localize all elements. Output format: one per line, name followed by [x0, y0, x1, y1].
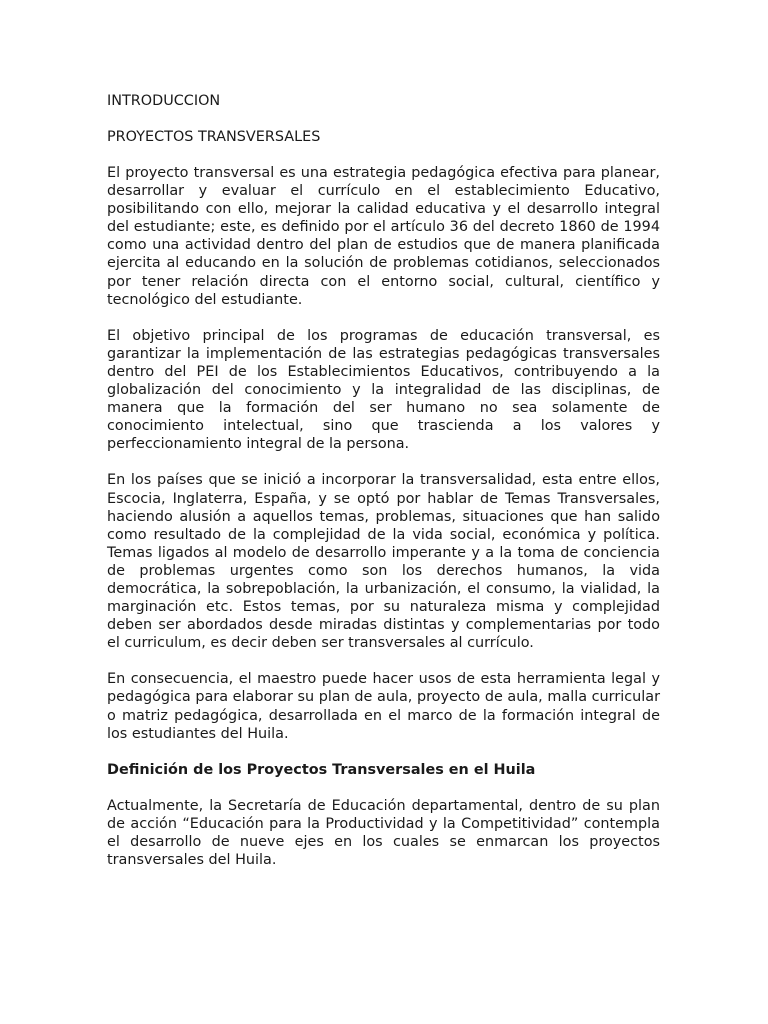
- paragraph-1: El proyecto transversal es una estrategia pedagógica efectiva para planear, desarrollar y evaluar el currículo en el establecimiento Educativo, posibilitando con ello, mejorar la calidad educativa y el desarrollo integral del estudiante; este, es definido por el artículo 36 del decreto 1860 de 1994 como una actividad dentro del plan de estudios que de manera planificada ejercita al educando en la solución de problemas cotidianos, seleccionados por tener relación directa con el entorno social, cultural, científico y tecnológico del estudiante.: [107, 165, 660, 308]
- paragraph-3: En los países que se inició a incorporar la transversalidad, esta entre ellos, Escocia, Inglaterra, España, y se optó por hablar de Temas Transversales, haciendo alusión a aquellos temas, problemas, situaciones que han salido como resultado de la complejidad de la vida social, económica y política. Temas ligados al modelo de desarrollo imperante y a la toma de conciencia de problemas urgentes como son los derechos humanos, la vida democrática, la sobrepoblación, la urbanización, el consumo, la vialidad, la marginación etc. Estos temas, por su naturaleza misma y complejidad deben ser abordados desde miradas distintas y complementarias por todo el curriculum, es decir deben ser transversales al currículo.: [107, 472, 660, 652]
- paragraph-4: En consecuencia, el maestro puede hacer usos de esta herramienta legal y pedagógica para elaborar su plan de aula, proyecto de aula, malla curricular o matriz pedagógica, desarrollada en el marco de la formación integral de los estudiantes del Huila.: [107, 671, 660, 742]
- document-title: INTRODUCCION: [107, 93, 221, 109]
- paragraph-2: El objetivo principal de los programas de educación transversal, es garantizar la implementación de las estrategias pedagógicas transversales dentro del PEI de los Establecimientos Educativos, contribuyendo a la globalización del conocimiento y la integralidad de las disciplinas, de manera que la formación del ser humano no sea solamente de conocimiento intelectual, sino que trascienda a los valores y perfeccionamiento integral de la persona.: [107, 327, 660, 453]
- section-title: PROYECTOS TRANSVERSALES: [107, 129, 321, 145]
- document-page: [107, 92, 660, 887]
- subsection-title: Definición de los Proyectos Transversales en el Huila: [107, 761, 536, 778]
- paragraph-5: Actualmente, la Secretaría de Educación departamental, dentro de su plan de acción “Educación para la Productividad y la Competitividad” contempla el desarrollo de nueve ejes en los cuales se enmarcan los proyectos transversales del Huila.: [107, 797, 660, 868]
